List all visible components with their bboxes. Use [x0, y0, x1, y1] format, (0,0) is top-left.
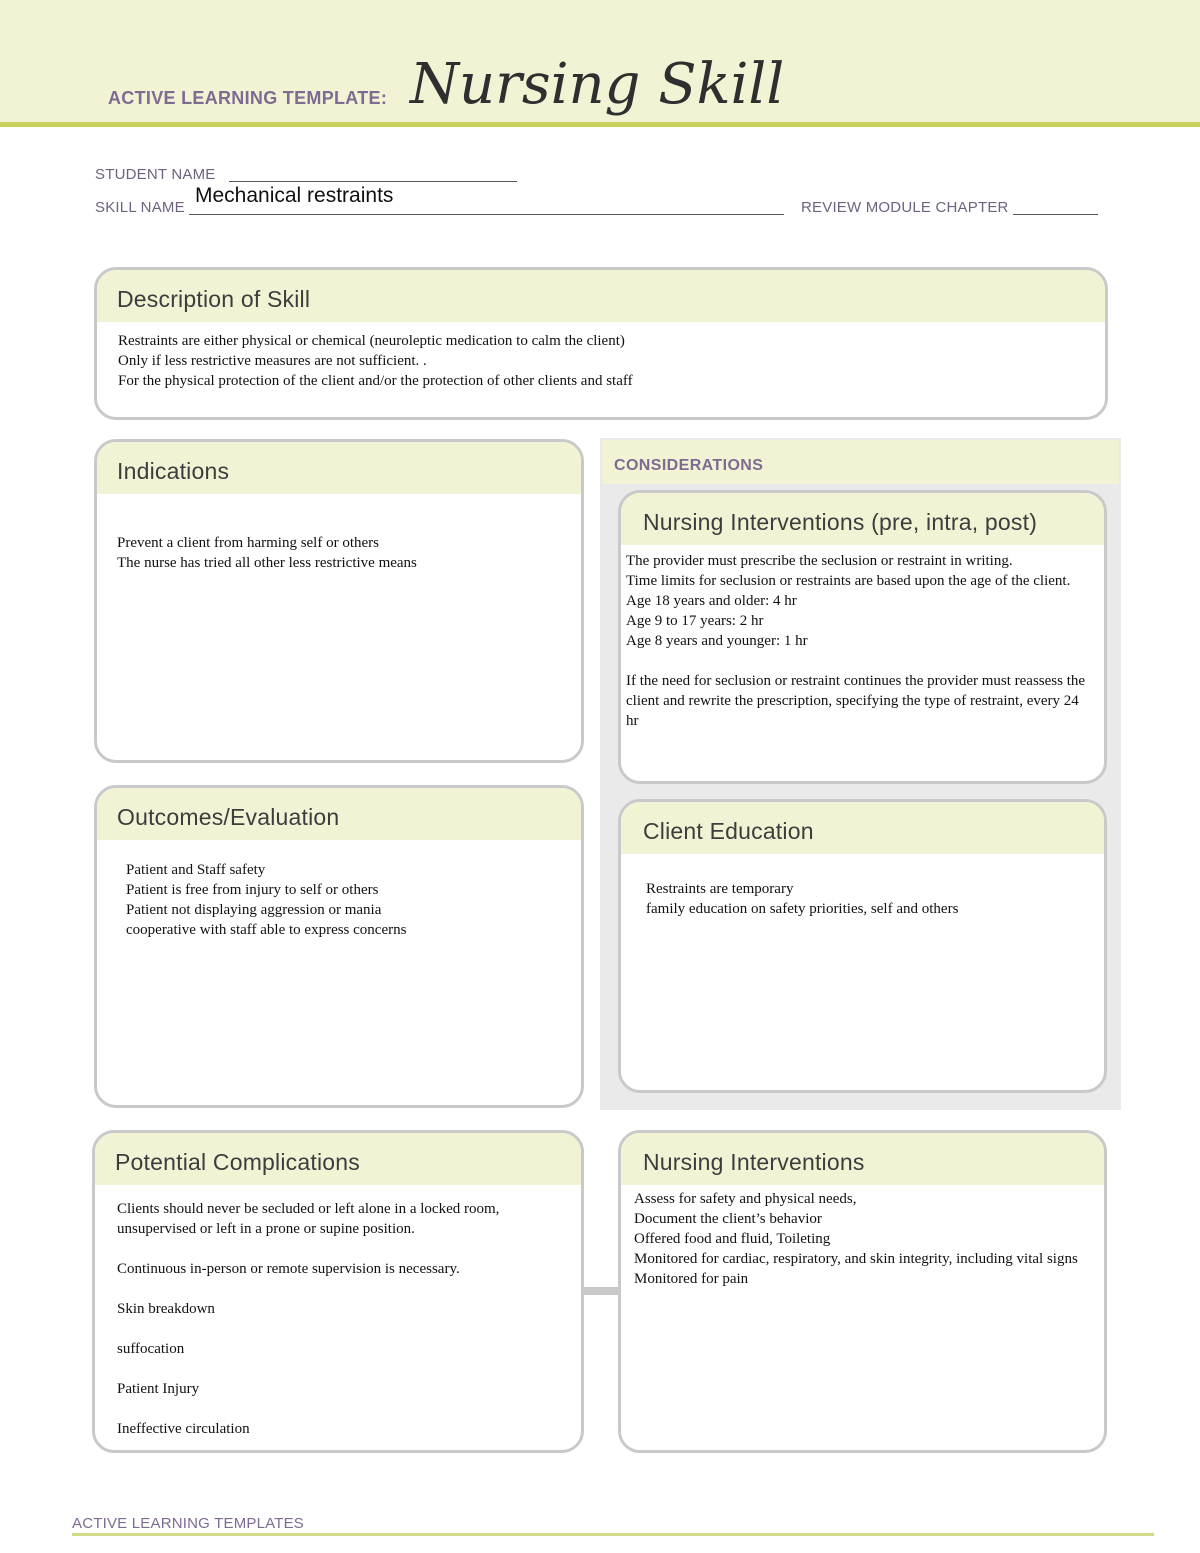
- indications-title: Indications: [97, 442, 581, 494]
- footer-label: ACTIVE LEARNING TEMPLATES: [72, 1515, 304, 1532]
- indications-body: Prevent a client from harming self or others The nurse has tried all other less restrictive means: [117, 535, 417, 571]
- client-education-title: Client Education: [621, 802, 1104, 854]
- potential-complications-title: Potential Complications: [95, 1133, 581, 1185]
- considerations-label: CONSIDERATIONS: [614, 457, 764, 474]
- client-education-card: [618, 799, 1107, 1093]
- skill-name-line: [189, 214, 784, 215]
- footer-rule: [72, 1533, 1154, 1536]
- nursing-interventions-card: [618, 1130, 1107, 1453]
- skill-name-field[interactable]: Mechanical restraints: [195, 184, 394, 207]
- outcomes-body: Patient and Staff safety Patient is free from injury to self or others Patient not displaying aggression or mania cooperative with staff able to express concerns: [126, 862, 407, 938]
- description-card: [94, 267, 1108, 420]
- card-connector: [582, 1287, 620, 1295]
- potential-complications-card: [92, 1130, 584, 1453]
- outcomes-card: [94, 785, 584, 1108]
- nursing-interventions-pip-body: The provider must prescribe the seclusion or restraint in writing. Time limits for seclusion or restraints are based upon the age of the client. Age 18 years and older: 4 hr Age 9 to 17 years: 2 hr Age 8 years and younger: 1 hr If the need for seclusion or restraint continues the provider must reassess the client and rewrite the prescription, specifying the type of restraint, every 24 hr: [626, 553, 1086, 729]
- header-rule: [0, 122, 1200, 127]
- description-title: Description of Skill: [97, 270, 1105, 322]
- student-name-label: STUDENT NAME: [95, 166, 216, 183]
- nursing-interventions-body: Assess for safety and physical needs, Document the client’s behavior Offered food and fluid, Toileting Monitored for cardiac, respiratory, and skin integrity, including vital signs Monitored for pain: [634, 1191, 1078, 1287]
- description-body: Restraints are either physical or chemical (neuroleptic medication to calm the client) Only if less restrictive measures are not sufficient. . For the physical protection of the client and/or the protection of other clients and staff: [118, 333, 633, 389]
- review-module-label: REVIEW MODULE CHAPTER: [801, 199, 1009, 216]
- nursing-interventions-title: Nursing Interventions: [621, 1133, 1104, 1185]
- client-education-body: Restraints are temporary family education on safety priorities, self and others: [646, 881, 959, 917]
- outcomes-title: Outcomes/Evaluation: [97, 788, 581, 840]
- skill-name-label: SKILL NAME: [95, 199, 185, 216]
- student-name-field[interactable]: [229, 181, 517, 182]
- nursing-interventions-pip-title: Nursing Interventions (pre, intra, post): [621, 493, 1104, 545]
- nursing-interventions-pip-card: [618, 490, 1107, 784]
- potential-complications-body: Clients should never be secluded or left alone in a locked room, unsupervised or left in a prone or supine position. Continuous in-person or remote supervision is necessary. Skin breakdown suffocation Patient Injury Ineffective circulation: [117, 1201, 500, 1437]
- page-title: Nursing Skill: [410, 52, 785, 117]
- review-module-field[interactable]: [1013, 214, 1098, 215]
- template-label: ACTIVE LEARNING TEMPLATE:: [108, 88, 388, 108]
- indications-card: [94, 439, 584, 763]
